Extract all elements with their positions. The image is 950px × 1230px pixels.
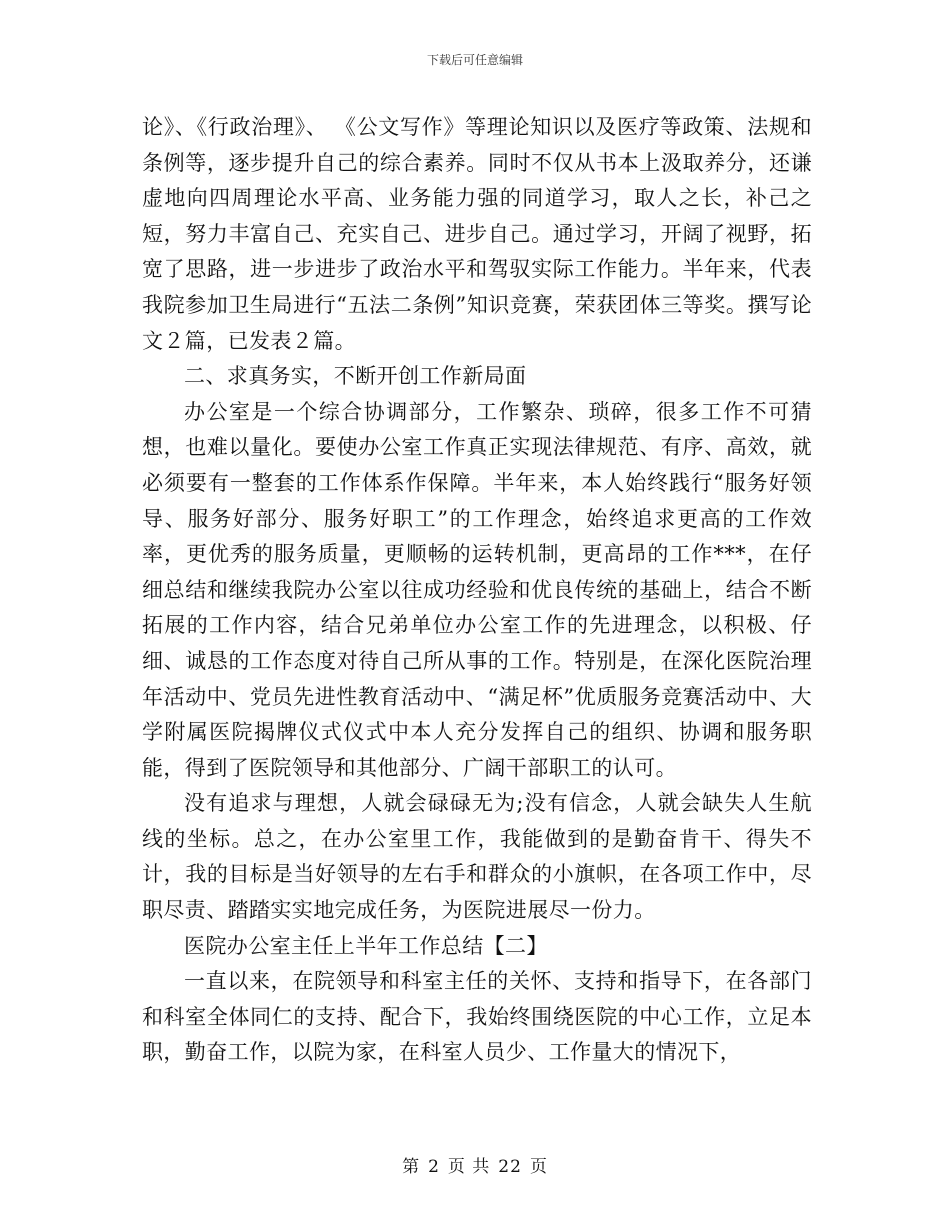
current-page-number: 2 — [428, 1157, 440, 1177]
section-heading: 二、求真务实，不断开创工作新局面 — [184, 364, 527, 389]
paragraph-summary: 没有追求与理想，人就会碌碌无为;没有信念，人就会缺失人生航线的坐标。总之，在办公室里工作，我能做到的是勤奋肯干、得失不计，我的目标是当好领导的左右手和群众的小旗帜，在各项工作中，尽职尽责、踏踏实实地完成任务，为医院进展尽一份力。 — [142, 791, 812, 923]
paragraph-office-work: 办公室是一个综合协调部分，工作繁杂、琐碎，很多工作不可猜想，也难以量化。要使办公室工作真正实现法律规范、有序、高效，就必须要有一整套的工作体系作保障。半年来，本人始终践行“服务好领导、服务好部分、服务好职工”的工作理念，始终追求更高的工作效率，更优秀的服务质量，更顺畅的运转机制，更高昂的工作***，在仔细总结和继续我院办公室以往成功经验和优良传统的基础上，结合不断拓展的工作内容，结合兄弟单位办公室工作的先进理念，以积极、仔细、诚恳的工作态度对待自己所从事的工作。特别是，在深化医院治理年活动中、党员先进性教育活动中、“满足杯”优质服务竞赛活动中、大学附属医院揭牌仪式仪式中本人充分发挥自己的组织、协调和服务职能，得到了医院领导和其他部分、广阔干部职工的认可。 — [142, 399, 812, 780]
document-body — [142, 110, 812, 1071]
footer-suffix: 页 — [529, 1157, 548, 1177]
article-title: 医院办公室主任上半年工作总结【二】 — [184, 933, 548, 958]
paragraph-continuation: 论》、《行政治理》、 《公文写作》等理论知识以及医疗等政策、法规和条例等，逐步提升自己的综合素养。同时不仅从书本上汲取养分，还谦虚地向四周理论水平高、业务能力强的同道学习，取人之长，补己之短，努力丰富自己、充实自己、进步自己。通过学习，开阔了视野，拓宽了思路，进一步进步了政治水平和驾驭实际工作能力。半年来，代表我院参加卫生局进行“五法二条例”知识竞赛，荣获团体三等奖。撰写论文２篇，已发表２篇。 — [142, 115, 812, 353]
total-pages-number: 22 — [498, 1157, 522, 1177]
page-footer — [0, 1156, 950, 1178]
footer-prefix: 第 — [402, 1157, 421, 1177]
paragraph-intro: 一直以来，在院领导和科室主任的关怀、支持和指导下，在各部门和科室全体同仁的支持、配合下，我始终围绕医院的中心工作，立足本职，勤奋工作，以院为家，在科室人员少、工作量大的情况下， — [142, 969, 812, 1065]
page-header: 下载后可任意编辑 — [426, 53, 523, 67]
footer-middle: 页 共 — [447, 1157, 491, 1177]
